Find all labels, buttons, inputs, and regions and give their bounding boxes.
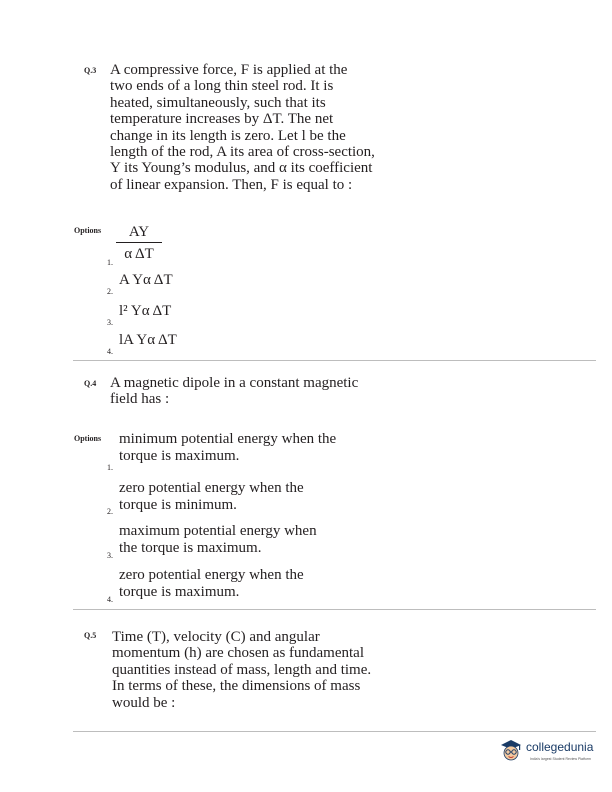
option-number: 2. [107, 507, 113, 516]
option-fraction [116, 223, 162, 262]
fraction-denominator: α ΔT [124, 246, 154, 262]
option-number: 3. [107, 318, 113, 327]
fraction-numerator: AY [128, 224, 150, 240]
option-text: zero potential energy when the torque is maximum. [119, 567, 304, 600]
option-text: l² Yα ΔT [119, 303, 172, 319]
options-label: Options [74, 434, 102, 443]
option-text: maximum potential energy when the torque is maximum. [119, 523, 317, 556]
collegedunia-logo [498, 734, 608, 774]
option-number: 1. [107, 258, 113, 267]
question-text: Time (T), velocity (C) and angular momentum (h) are chosen as fundamental quantities instead of mass, length and time. In terms of these, the dimensions of mass would be : [112, 629, 372, 711]
section-divider [73, 360, 596, 361]
option-text: minimum potential energy when the torque is maximum. [119, 431, 337, 464]
question-number: Q.4 [84, 379, 97, 388]
option-number: 1. [107, 463, 113, 472]
option-number: 2. [107, 287, 113, 296]
option-number: 4. [107, 347, 113, 356]
option-text: A Yα ΔT [119, 272, 173, 288]
question-number: Q.3 [84, 66, 97, 75]
question-text: A magnetic dipole in a constant magnetic field has : [110, 375, 359, 408]
logo-wordmark: collegedunia [526, 740, 594, 754]
option-number: 4. [107, 595, 113, 604]
section-divider [73, 609, 596, 610]
logo-tagline: India's largest Student Review Platform [530, 757, 591, 761]
fraction-bar [116, 242, 162, 243]
option-text: zero potential energy when the torque is minimum. [119, 480, 304, 513]
option-text: lA Yα ΔT [119, 332, 177, 348]
question-text: A compressive force, F is applied at the two ends of a long thin steel rod. It is heated, simultaneously, such that its temperature increases by ΔT. The net change in its length is zero. Let l be the length of the rod, A its area of cross-section, Y its Young’s modulus, and α its coefficient of linear expansion. Then, F is equal to : [110, 62, 375, 193]
section-divider [73, 731, 596, 732]
option-number: 3. [107, 551, 113, 560]
question-number: Q.5 [84, 631, 97, 640]
graduate-mascot-icon [498, 737, 524, 763]
options-label: Options [74, 226, 102, 235]
